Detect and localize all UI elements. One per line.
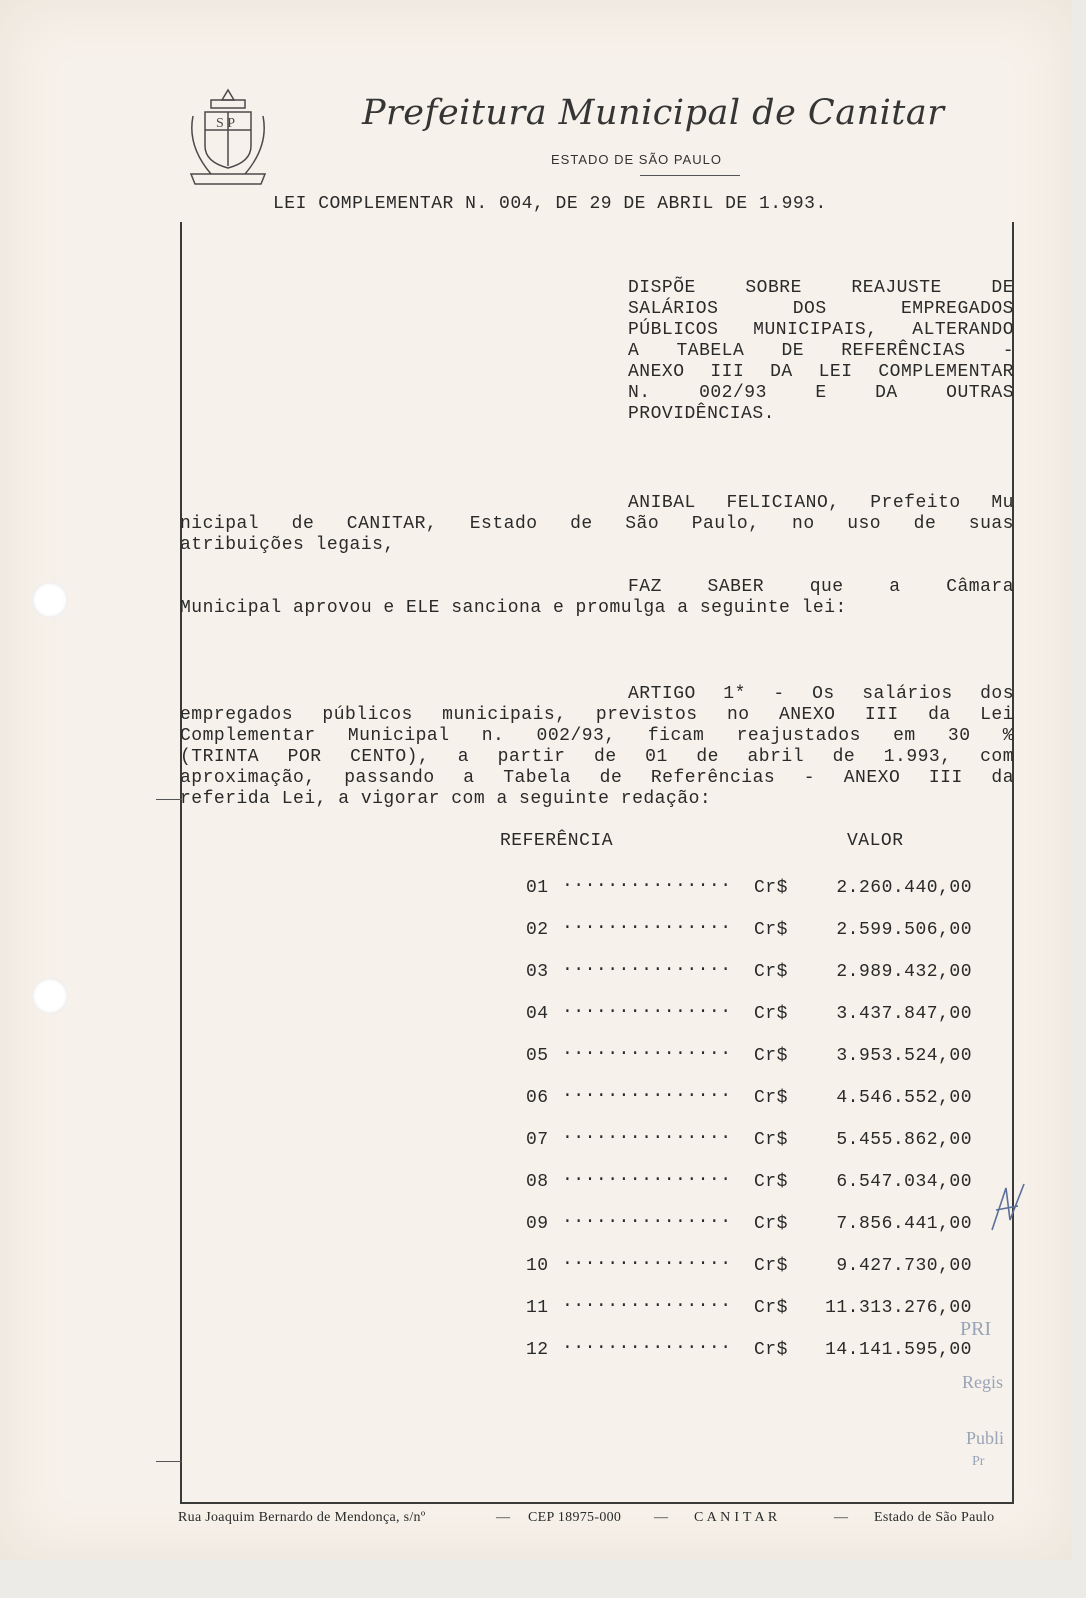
- ementa-line: PROVIDÊNCIAS.: [628, 404, 775, 424]
- table-row: [526, 1334, 972, 1376]
- salary-value: 6.547.034,00: [836, 1172, 972, 1192]
- table-row: [526, 1166, 972, 1208]
- currency-symbol: Cr$: [754, 1214, 788, 1234]
- stamp-text: Regis: [962, 1372, 1004, 1392]
- artigo-line: ARTIGO 1* - Os salários dos: [628, 684, 1014, 704]
- salary-value: 3.953.524,00: [836, 1046, 972, 1066]
- ementa-line: SALÁRIOS DOS EMPREGADOS: [628, 299, 1014, 319]
- currency-symbol: Cr$: [754, 920, 788, 940]
- salary-value: 9.427.730,00: [836, 1256, 972, 1276]
- table-row: [526, 914, 972, 956]
- ementa-line: A TABELA DE REFERÊNCIAS -: [628, 341, 1014, 361]
- table-row: [526, 1208, 972, 1250]
- ementa-line: PÚBLICOS MUNICIPAIS, ALTERANDO: [628, 320, 1014, 340]
- reference-code: 12: [526, 1340, 549, 1360]
- leader-dots: ...............: [562, 1208, 732, 1228]
- salary-value: 14.141.595,00: [825, 1340, 972, 1360]
- leader-dots: ...............: [562, 998, 732, 1018]
- currency-symbol: Cr$: [754, 1340, 788, 1360]
- table-header-reference: REFERÊNCIA: [500, 831, 614, 851]
- ementa-line: ANEXO III DA LEI COMPLEMENTAR: [628, 362, 1014, 382]
- artigo-line: (TRINTA POR CENTO), a partir de 01 de abril de 1.993, com: [180, 747, 1014, 767]
- faz-saber-line: Municipal aprovou e ELE sanciona e promulga a seguinte lei:: [180, 598, 847, 618]
- currency-symbol: Cr$: [754, 1046, 788, 1066]
- reference-code: 11: [526, 1298, 549, 1318]
- footer-state: Estado de São Paulo: [874, 1510, 995, 1525]
- stamp-text: Publi: [966, 1428, 1005, 1448]
- crest-letters: S P: [216, 116, 236, 131]
- leader-dots: ...............: [562, 1292, 732, 1312]
- salary-table: [526, 872, 972, 1376]
- artigo-line: empregados públicos municipais, previstos no ANEXO III da Lei: [180, 705, 1014, 725]
- coat-of-arms-icon: [183, 86, 273, 194]
- stamp-text: PRI: [960, 1318, 992, 1340]
- leader-dots: ...............: [562, 1082, 732, 1102]
- table-row: [526, 872, 972, 914]
- table-header-value: VALOR: [847, 831, 904, 851]
- footer-separator: —: [654, 1510, 669, 1525]
- preamble-line: atribuições legais,: [180, 535, 395, 555]
- frame-left-border: [180, 222, 182, 1502]
- leader-dots: ...............: [562, 1040, 732, 1060]
- salary-value: 11.313.276,00: [825, 1298, 972, 1318]
- currency-symbol: Cr$: [754, 1004, 788, 1024]
- reference-code: 08: [526, 1172, 549, 1192]
- reference-code: 03: [526, 962, 549, 982]
- leader-dots: ...............: [562, 872, 732, 892]
- table-row: [526, 1040, 972, 1082]
- footer-separator: —: [496, 1510, 511, 1525]
- ementa-line: DISPÕE SOBRE REAJUSTE DE: [628, 278, 1014, 298]
- footer-separator: —: [834, 1510, 849, 1525]
- footer-address: Rua Joaquim Bernardo de Mendonça, s/nº: [178, 1510, 426, 1525]
- table-row: [526, 1124, 972, 1166]
- table-row: [526, 1250, 972, 1292]
- leader-dots: ...............: [562, 1166, 732, 1186]
- salary-value: 5.455.862,00: [836, 1130, 972, 1150]
- artigo-line: Complementar Municipal n. 002/93, ficam reajustados em 30 %: [180, 726, 1014, 746]
- table-row: [526, 956, 972, 998]
- artigo-paragraph: [180, 684, 1014, 810]
- reference-code: 05: [526, 1046, 549, 1066]
- reference-code: 02: [526, 920, 549, 940]
- punch-hole: [32, 978, 68, 1014]
- preamble-line: nicipal de CANITAR, Estado de São Paulo, no uso de suas: [180, 514, 1014, 534]
- law-heading: LEI COMPLEMENTAR N. 004, DE 29 DE ABRIL DE 1.993.: [273, 194, 827, 214]
- table-row: [526, 998, 972, 1040]
- reference-code: 07: [526, 1130, 549, 1150]
- page-subtitle: ESTADO DE SÃO PAULO: [551, 152, 722, 167]
- ementa-block: [628, 278, 1014, 425]
- ementa-line: N. 002/93 E DA OUTRAS: [628, 383, 1014, 403]
- leader-dots: ...............: [562, 1334, 732, 1354]
- reference-code: 01: [526, 878, 549, 898]
- divider: [640, 175, 740, 176]
- faz-saber-line: FAZ SABER que a Câmara: [628, 577, 1014, 597]
- currency-symbol: Cr$: [754, 1256, 788, 1276]
- currency-symbol: Cr$: [754, 962, 788, 982]
- artigo-line: aproximação, passando a Tabela de Referências - ANEXO III da: [180, 768, 1014, 788]
- currency-symbol: Cr$: [754, 1088, 788, 1108]
- page-title: Prefeitura Municipal de Canitar: [362, 93, 945, 133]
- currency-symbol: Cr$: [754, 1130, 788, 1150]
- artigo-line: referida Lei, a vigorar com a seguinte redação:: [180, 789, 712, 809]
- salary-value: 7.856.441,00: [836, 1214, 972, 1234]
- margin-mark: [156, 1461, 182, 1462]
- faz-saber-paragraph: [180, 577, 1014, 619]
- currency-symbol: Cr$: [754, 878, 788, 898]
- leader-dots: ...............: [562, 1250, 732, 1270]
- table-row: [526, 1082, 972, 1124]
- salary-value: 2.260.440,00: [836, 878, 972, 898]
- reference-code: 10: [526, 1256, 549, 1276]
- punch-hole: [32, 582, 68, 618]
- leader-dots: ...............: [562, 914, 732, 934]
- leader-dots: ...............: [562, 956, 732, 976]
- salary-value: 4.546.552,00: [836, 1088, 972, 1108]
- footer-cep: CEP 18975-000: [528, 1510, 622, 1525]
- salary-value: 2.989.432,00: [836, 962, 972, 982]
- margin-mark: [156, 799, 182, 800]
- preamble-paragraph: [180, 493, 1014, 556]
- reference-code: 06: [526, 1088, 549, 1108]
- reference-code: 04: [526, 1004, 549, 1024]
- currency-symbol: Cr$: [754, 1298, 788, 1318]
- handwritten-initials-icon: [984, 1180, 1032, 1238]
- table-row: [526, 1292, 972, 1334]
- currency-symbol: Cr$: [754, 1172, 788, 1192]
- reference-code: 09: [526, 1214, 549, 1234]
- footer-city: C A N I T A R: [694, 1510, 778, 1525]
- stamp-text: Pr: [972, 1454, 985, 1469]
- frame-bottom-border: [180, 1502, 1014, 1504]
- salary-value: 2.599.506,00: [836, 920, 972, 940]
- leader-dots: ...............: [562, 1124, 732, 1144]
- salary-value: 3.437.847,00: [836, 1004, 972, 1024]
- preamble-line: ANIBAL FELICIANO, Prefeito Mu: [628, 493, 1014, 513]
